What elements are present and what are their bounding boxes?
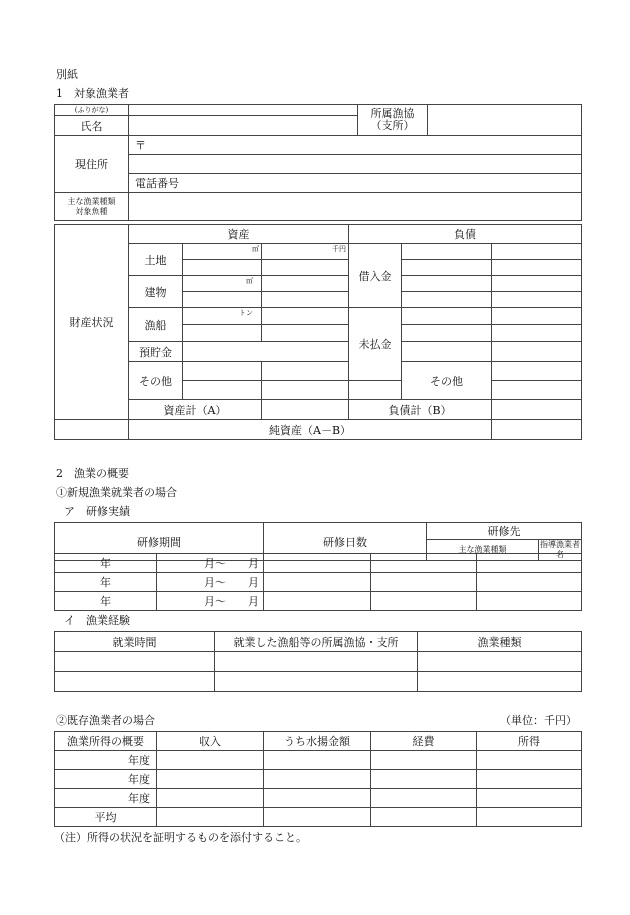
- exp-boat-cell[interactable]: [215, 672, 418, 692]
- other-asset-field[interactable]: [183, 381, 262, 400]
- year-cell[interactable]: 年度: [55, 770, 157, 789]
- land-area-field[interactable]: [183, 244, 262, 260]
- postal-field[interactable]: 〒: [129, 136, 582, 155]
- loan-field[interactable]: [402, 244, 492, 260]
- experience-table: [54, 631, 582, 692]
- dest-header: 研修先: [427, 523, 582, 540]
- year-cell[interactable]: 年度: [55, 789, 157, 808]
- boat-value-field[interactable]: [262, 308, 349, 325]
- other-liab-label: その他: [402, 362, 492, 400]
- exp-type-header: 漁業種類: [418, 632, 582, 652]
- income-header-revenue: 収入: [157, 732, 264, 751]
- revenue-cell[interactable]: [157, 789, 264, 808]
- other-liab-field[interactable]: [492, 362, 582, 381]
- loan-field[interactable]: [492, 292, 582, 308]
- unpaid-label: 未払金: [349, 308, 402, 381]
- building-value-field[interactable]: [262, 292, 349, 308]
- income-cell[interactable]: [477, 751, 582, 770]
- dest-fishery-cell[interactable]: [371, 573, 477, 592]
- address-field[interactable]: [129, 155, 582, 174]
- unit-label: トン: [239, 309, 253, 317]
- name-label: 氏名: [55, 116, 129, 136]
- year-cell[interactable]: 年: [55, 554, 157, 573]
- liab-total-field[interactable]: [492, 400, 582, 420]
- income-cell[interactable]: [477, 789, 582, 808]
- other-asset-field[interactable]: [262, 381, 349, 400]
- other-liab-field[interactable]: [492, 381, 582, 400]
- landing-cell[interactable]: [264, 789, 371, 808]
- exp-boat-header: 就業した漁船等の所属漁協・支所: [215, 632, 418, 652]
- income-header-landing: うち水揚金額: [264, 732, 371, 751]
- land-value-field[interactable]: [262, 244, 349, 260]
- income-cell[interactable]: [477, 808, 582, 827]
- table-row: [55, 652, 582, 672]
- expense-cell[interactable]: [371, 789, 477, 808]
- address-label: 現住所: [55, 136, 129, 193]
- boat-ton-field[interactable]: [183, 308, 262, 325]
- dest-fishery-header: 主な漁業種類: [427, 540, 539, 561]
- loan-field[interactable]: [402, 260, 492, 276]
- expense-cell[interactable]: [371, 751, 477, 770]
- avg-label: 平均: [55, 808, 157, 827]
- income-cell[interactable]: [477, 770, 582, 789]
- other-asset-label: その他: [129, 362, 183, 400]
- revenue-cell[interactable]: [157, 751, 264, 770]
- table-row: [55, 789, 582, 808]
- expense-cell[interactable]: [371, 808, 477, 827]
- training-rows: [54, 553, 582, 611]
- furigana-field[interactable]: [129, 105, 358, 116]
- loan-field[interactable]: [492, 244, 582, 260]
- applicant-table: [54, 104, 582, 221]
- new-fisher-title: ①新規漁業就業者の場合: [56, 486, 177, 499]
- dest-instructor-header: 指導漁業者名: [540, 540, 580, 559]
- section1-title: 1 対象漁業者: [56, 87, 129, 100]
- net-assets-label: 純資産（A－B）: [129, 420, 492, 440]
- other-asset-field[interactable]: [183, 362, 262, 381]
- building-label: 建物: [129, 276, 183, 308]
- table-row: [55, 554, 582, 573]
- land-value-field[interactable]: [262, 260, 349, 276]
- assoc-field[interactable]: [428, 105, 582, 136]
- attachment-label: 別紙: [56, 68, 78, 81]
- training-title: ア 研修実績: [64, 505, 130, 518]
- building-area-field[interactable]: [183, 292, 262, 308]
- table-row: [55, 592, 582, 611]
- days-header: 研修日数: [264, 523, 427, 561]
- fishery-field[interactable]: [129, 193, 582, 221]
- dest-instructor-cell[interactable]: [477, 592, 582, 611]
- unpaid-field[interactable]: [402, 325, 492, 342]
- year-cell[interactable]: 年度: [55, 751, 157, 770]
- income-header-income: 所得: [477, 732, 582, 751]
- landing-cell[interactable]: [264, 751, 371, 770]
- liab-header: 負債: [349, 225, 582, 244]
- unit-label: ㎡: [246, 277, 253, 285]
- dest-instructor-cell[interactable]: [477, 573, 582, 592]
- revenue-cell[interactable]: [157, 808, 264, 827]
- month-cell[interactable]: 月～ 月: [157, 592, 264, 611]
- land-label: 土地: [129, 244, 183, 276]
- days-cell[interactable]: [264, 554, 371, 573]
- income-table: [54, 731, 582, 827]
- deposit-label: 預貯金: [129, 342, 183, 362]
- days-cell[interactable]: [264, 573, 371, 592]
- unpaid-field[interactable]: [402, 308, 492, 325]
- note-text: （注）所得の状況を証明するものを添付すること。: [54, 831, 307, 844]
- other-asset-field[interactable]: [262, 362, 349, 381]
- furigana-label: (ふりがな): [55, 105, 129, 116]
- land-area-field[interactable]: [183, 260, 262, 276]
- unpaid-field[interactable]: [492, 325, 582, 342]
- asset-total-field[interactable]: [262, 400, 349, 420]
- deposit-field[interactable]: [183, 342, 349, 362]
- dest-instructor-cell[interactable]: [477, 554, 582, 573]
- table-row: [55, 770, 582, 789]
- building-area-field[interactable]: [183, 276, 262, 292]
- unit-label: （単位：千円）: [500, 714, 577, 727]
- table-row: [55, 808, 582, 827]
- landing-cell[interactable]: [264, 770, 371, 789]
- days-cell[interactable]: [264, 592, 371, 611]
- net-assets-field[interactable]: [492, 420, 582, 440]
- boat-label: 漁船: [129, 308, 183, 342]
- table-row: [55, 672, 582, 692]
- period-header: 研修期間: [55, 523, 264, 561]
- income-header-summary: 漁業所得の概要: [55, 732, 157, 751]
- expense-cell[interactable]: [371, 770, 477, 789]
- section2-title: 2 漁業の概要: [56, 467, 129, 480]
- year-cell[interactable]: 年: [55, 573, 157, 592]
- loan-field[interactable]: [492, 260, 582, 276]
- income-header-expense: 経費: [371, 732, 477, 751]
- boat-value-field[interactable]: [262, 325, 349, 342]
- building-value-field[interactable]: [262, 276, 349, 292]
- unit-label: ㎡: [252, 245, 259, 253]
- unpaid-field[interactable]: [492, 308, 582, 325]
- exp-type-cell[interactable]: [418, 672, 582, 692]
- table-row: [55, 751, 582, 770]
- assoc-label: 所属漁協 （支所）: [358, 105, 428, 136]
- asset-total-label: 資産計（A）: [129, 400, 262, 420]
- loan-field[interactable]: [492, 276, 582, 292]
- assets-table: [54, 224, 582, 440]
- revenue-cell[interactable]: [157, 770, 264, 789]
- assets-section-label: 財産状況: [55, 225, 129, 420]
- unpaid-field[interactable]: [492, 342, 582, 362]
- liab-total-label: 負債計（B）: [349, 400, 492, 420]
- fishery-label: 主な漁業種類 対象魚種: [55, 193, 129, 221]
- dest-fishery-cell[interactable]: [371, 554, 477, 573]
- exp-time-header: 就業時間: [55, 632, 215, 652]
- exp-boat-cell[interactable]: [215, 652, 418, 672]
- other-liab-field[interactable]: [349, 381, 402, 400]
- exp-time-cell[interactable]: [55, 672, 215, 692]
- experience-title: イ 漁業経験: [64, 614, 130, 627]
- loan-field[interactable]: [402, 276, 492, 292]
- table-row: [55, 573, 582, 592]
- boat-ton-field[interactable]: [183, 325, 262, 342]
- month-cell[interactable]: 月～ 月: [157, 573, 264, 592]
- existing-title: ②既存漁業者の場合: [56, 714, 155, 727]
- exp-type-cell[interactable]: [418, 652, 582, 672]
- unpaid-field[interactable]: [402, 342, 492, 362]
- exp-time-cell[interactable]: [55, 652, 215, 672]
- year-cell[interactable]: 年: [55, 592, 157, 611]
- phone-field[interactable]: 電話番号: [129, 174, 582, 193]
- loan-field[interactable]: [402, 292, 492, 308]
- assets-header: 資産: [129, 225, 349, 244]
- name-field[interactable]: [129, 116, 358, 136]
- landing-cell[interactable]: [264, 808, 371, 827]
- dest-fishery-cell[interactable]: [371, 592, 477, 611]
- loan-label: 借入金: [349, 244, 402, 308]
- unit-label: 千円: [332, 245, 347, 253]
- month-cell[interactable]: 月～ 月: [157, 554, 264, 573]
